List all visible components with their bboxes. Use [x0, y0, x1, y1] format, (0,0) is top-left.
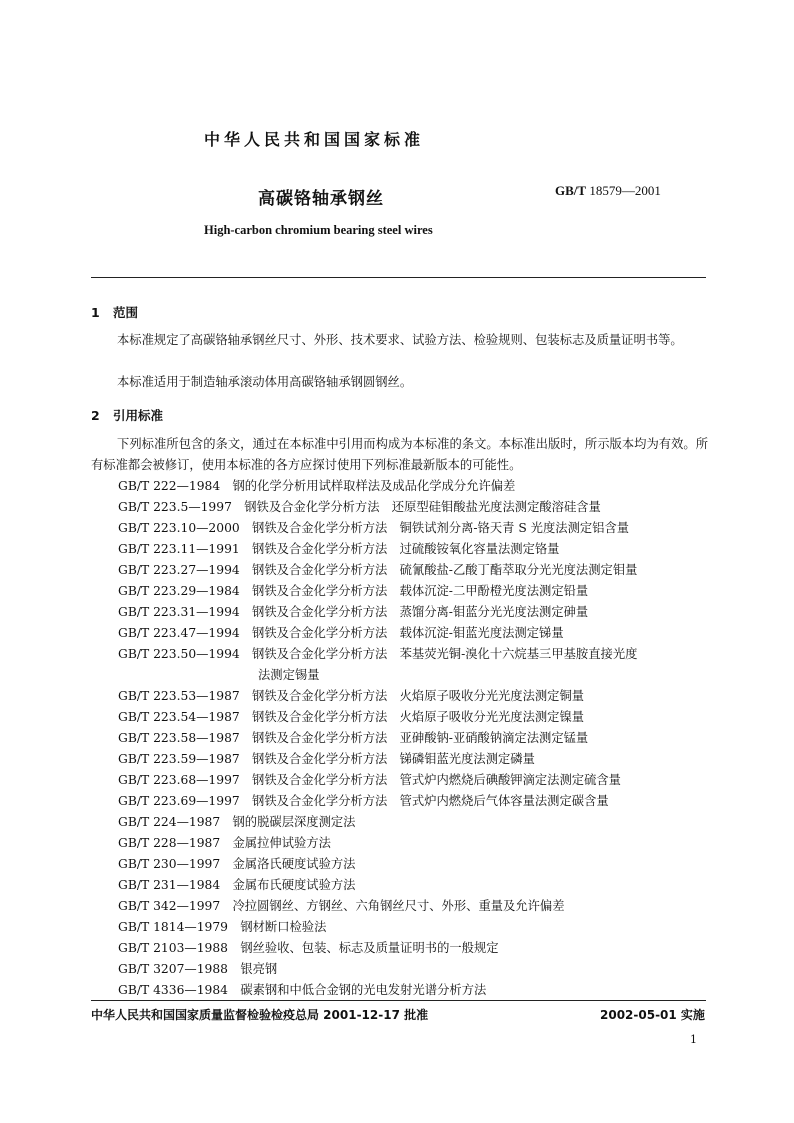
reference-item: [118, 959, 277, 977]
reference-title: 钢铁及合金化学分析方法 铜铁试剂分离-铬天青 S 光度法测定铝含量: [252, 521, 630, 535]
reference-item: [118, 623, 564, 641]
reference-item: [118, 539, 559, 557]
reference-title: 银亮钢: [240, 962, 278, 976]
reference-title: 钢铁及合金化学分析方法 还原型硅钼酸盐光度法测定酸溶硅含量: [244, 500, 601, 514]
reference-title: 碳素钢和中低合金钢的光电发射光谱分析方法: [240, 983, 487, 997]
standard-code: [555, 183, 661, 199]
reference-item: [118, 644, 637, 662]
header-divider: [91, 277, 706, 278]
reference-title: 钢铁及合金化学分析方法 苯基荧光铜-溴化十六烷基三甲基胺直接光度: [252, 647, 638, 661]
reference-code: GB/T 3207—1988: [118, 962, 228, 976]
standard-code-prefix: GB/T: [555, 183, 587, 198]
reference-code: GB/T 231—1984: [118, 878, 221, 892]
reference-item: [118, 854, 355, 872]
section-2-paragraph: 下列标准所包含的条文，通过在本标准中引用而构成为本标准的条文。本标准出版时，所示版本均为有效。所有标准都会被修订，使用本标准的各方应探讨使用下列标准最新版本的可能性。: [91, 437, 708, 472]
reference-title: 钢的化学分析用试样取样法及成品化学成分允许偏差: [232, 479, 516, 493]
reference-title: 钢的脱碳层深度测定法: [232, 815, 356, 829]
page-number: 1: [690, 1033, 697, 1046]
reference-code: GB/T 223.10—2000: [118, 521, 240, 535]
reference-item: [118, 581, 588, 599]
section-title: 范围: [113, 305, 139, 320]
reference-item: [118, 476, 515, 494]
reference-title: 钢铁及合金化学分析方法 载体沉淀-钼蓝光度法测定锑量: [252, 626, 564, 640]
reference-item: [118, 791, 609, 809]
reference-code: GB/T 223.54—1987: [118, 710, 240, 724]
footer-divider: [91, 1000, 706, 1001]
reference-code: GB/T 223.68—1997: [118, 773, 240, 787]
reference-title: 钢铁及合金化学分析方法 管式炉内燃烧后气体容量法测定碳含量: [252, 794, 609, 808]
reference-title: 钢铁及合金化学分析方法 蒸馏分离-钼蓝分光光度法测定砷量: [252, 605, 589, 619]
reference-item: [118, 980, 486, 998]
implementation-date: 2002-05-01 实施: [600, 1008, 705, 1022]
reference-item: [118, 812, 355, 830]
standard-title: 中华人民共和国国家标准: [204, 130, 425, 149]
reference-item: [118, 707, 584, 725]
reference-title: 钢铁及合金化学分析方法 火焰原子吸收分光光度法测定镍量: [252, 710, 585, 724]
reference-title: 钢铁及合金化学分析方法 亚砷酸钠-亚硝酸钠滴定法测定锰量: [252, 731, 589, 745]
reference-code: GB/T 223.53—1987: [118, 689, 240, 703]
reference-code: GB/T 223.27—1994: [118, 563, 240, 577]
reference-item: [118, 833, 331, 851]
reference-item: [118, 917, 326, 935]
reference-item: [118, 875, 355, 893]
reference-code: GB/T 223.29—1984: [118, 584, 240, 598]
reference-code: GB/T 222—1984: [118, 479, 221, 493]
reference-item: [118, 938, 499, 956]
section-1-paragraph: 本标准规定了高碳铬轴承钢丝尺寸、外形、技术要求、试验方法、检验规则、包装标志及质量证明书等。: [117, 333, 683, 347]
reference-code: GB/T 223.69—1997: [118, 794, 240, 808]
reference-item: [118, 686, 584, 704]
section-1-paragraph: 本标准适用于制造轴承滚动体用高碳铬轴承钢圆钢丝。: [117, 375, 413, 389]
reference-item: [118, 896, 565, 914]
reference-title: 金属拉伸试验方法: [232, 836, 331, 850]
reference-code: GB/T 223.11—1991: [118, 542, 240, 556]
reference-code: GB/T 228—1987: [118, 836, 221, 850]
reference-code: GB/T 342—1997: [118, 899, 221, 913]
reference-title: 钢铁及合金化学分析方法 管式炉内燃烧后碘酸钾滴定法测定硫含量: [252, 773, 621, 787]
section-title: 引用标准: [113, 408, 164, 423]
reference-code: GB/T 1814—1979: [118, 920, 228, 934]
section-1-heading: [91, 303, 138, 321]
reference-item: [118, 602, 588, 620]
reference-title: 钢材断口检验法: [240, 920, 327, 934]
reference-code: GB/T 223.5—1997: [118, 500, 232, 514]
reference-title: 钢铁及合金化学分析方法 锑磷钼蓝光度法测定磷量: [252, 752, 535, 766]
reference-item: [118, 560, 637, 578]
document-title: 高碳铬轴承钢丝: [258, 189, 384, 209]
reference-title: 钢铁及合金化学分析方法 硫氰酸盐-乙酸丁酯萃取分光光度法测定钼量: [252, 563, 638, 577]
reference-title: 金属洛氏硬度试验方法: [232, 857, 356, 871]
reference-title: 钢丝验收、包装、标志及质量证明书的一般规定: [240, 941, 499, 955]
english-title: High-carbon chromium bearing steel wires: [204, 223, 433, 237]
reference-code: GB/T 224—1987: [118, 815, 221, 829]
reference-item: [118, 749, 535, 767]
reference-title-continued: 法测定锡量: [258, 668, 320, 682]
reference-code: GB/T 223.58—1987: [118, 731, 240, 745]
reference-code: GB/T 223.50—1994: [118, 647, 240, 661]
reference-title: 钢铁及合金化学分析方法 过硫酸铵氧化容量法测定铬量: [252, 542, 560, 556]
reference-code: GB/T 4336—1984: [118, 983, 228, 997]
reference-item: [118, 518, 629, 536]
section-2-heading: [91, 406, 163, 424]
reference-code: GB/T 230—1997: [118, 857, 221, 871]
reference-title: 金属布氏硬度试验方法: [232, 878, 356, 892]
reference-title: 钢铁及合金化学分析方法 载体沉淀-二甲酚橙光度法测定铅量: [252, 584, 589, 598]
section-number: 2: [91, 408, 100, 423]
reference-code: GB/T 223.47—1994: [118, 626, 240, 640]
reference-title: 冷拉圆钢丝、方钢丝、六角钢丝尺寸、外形、重量及允许偏差: [232, 899, 565, 913]
reference-code: GB/T 223.31—1994: [118, 605, 240, 619]
reference-item: [118, 728, 588, 746]
standard-code-number: 18579—2001: [586, 183, 661, 198]
reference-code: GB/T 2103—1988: [118, 941, 228, 955]
reference-code: GB/T 223.59—1987: [118, 752, 240, 766]
section-number: 1: [91, 305, 100, 320]
approval-notice: 中华人民共和国国家质量监督检验检疫总局 2001-12-17 批准: [91, 1008, 429, 1022]
reference-item: [118, 497, 601, 515]
reference-title: 钢铁及合金化学分析方法 火焰原子吸收分光光度法测定铜量: [252, 689, 585, 703]
reference-item: [118, 770, 621, 788]
